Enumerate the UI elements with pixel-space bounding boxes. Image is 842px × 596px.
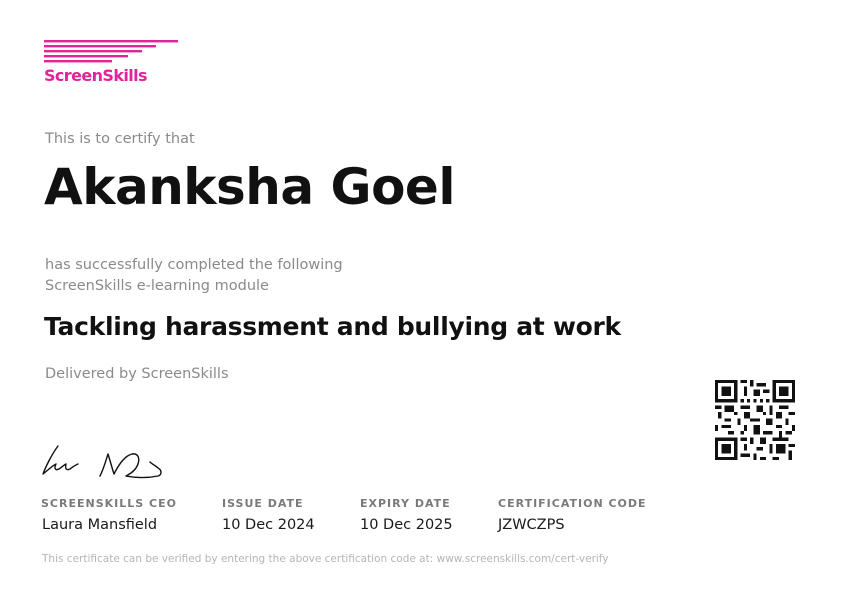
completion-statement: [45, 255, 343, 297]
qr-code-icon: [715, 380, 795, 460]
recipient-name: Akanksha Goel: [44, 158, 455, 216]
completion-line-2: ScreenSkills e-learning module: [45, 278, 269, 294]
expiry-date: 10 Dec 2025: [360, 517, 453, 533]
completion-line-1: has successfully completed the following: [45, 257, 343, 273]
ceo-signature-icon: [40, 440, 165, 486]
issue-date: 10 Dec 2024: [222, 517, 315, 533]
ceo-label: SCREENSKILLS CEO: [41, 497, 177, 510]
issue-date-label: ISSUE DATE: [222, 497, 304, 510]
logo-lines-icon: [44, 40, 178, 66]
logo-text: ScreenSkills: [44, 66, 147, 85]
certify-intro: This is to certify that: [45, 131, 195, 147]
delivered-by: Delivered by ScreenSkills: [45, 366, 229, 382]
expiry-date-label: EXPIRY DATE: [360, 497, 451, 510]
certification-code-label: CERTIFICATION CODE: [498, 497, 647, 510]
module-title: Tackling harassment and bullying at work: [44, 312, 621, 341]
verification-note: This certificate can be verified by entering the above certification code at: www.screenskills.com/cert-verify: [42, 553, 609, 565]
ceo-name: Laura Mansfield: [42, 517, 158, 533]
certification-code: JZWCZPS: [498, 517, 565, 533]
